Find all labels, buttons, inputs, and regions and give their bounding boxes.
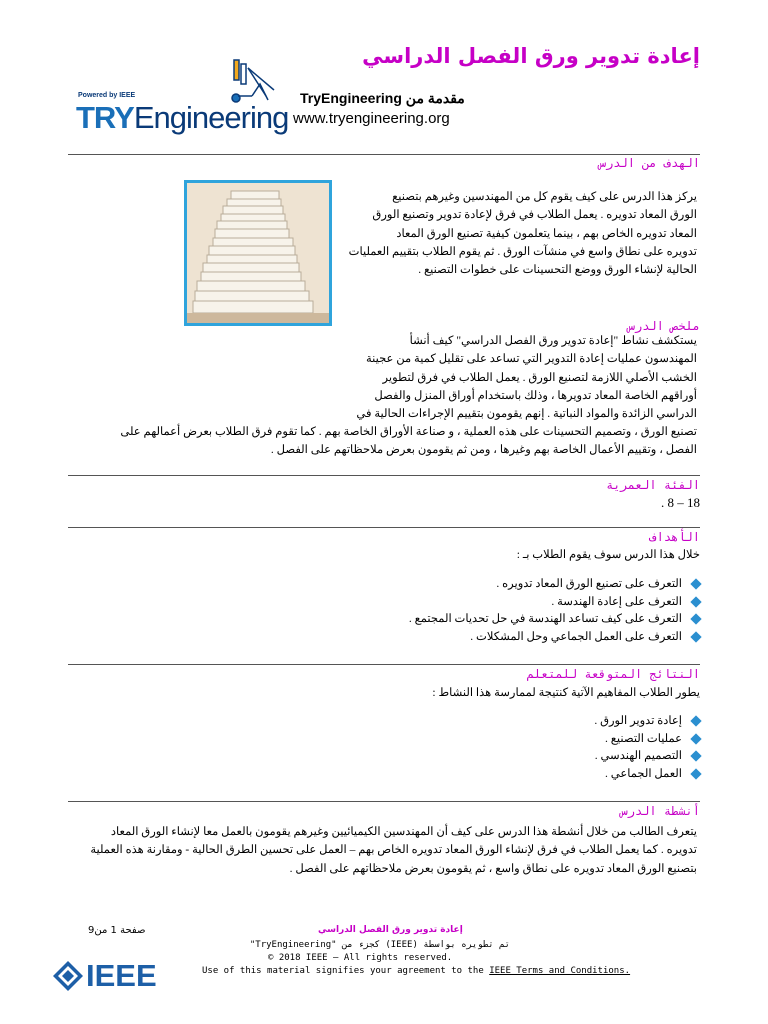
diamond-bullet-icon [690,733,701,744]
divider [68,664,700,665]
diamond-bullet-icon [690,614,701,625]
presented-by: مقدمة من TryEngineering [300,90,465,106]
text-line: الدراسي الزائدة والمواد النباتية . إنهم يقومون بتقييم الإجراءات الحالية في [356,408,697,421]
outcomes-intro: يطور الطلاب المفاهيم الآتية كنتيجة لممارسة هذا النشاط : [432,687,700,699]
ieee-diamond-icon [52,960,84,992]
list-item-text: إعادة تدوير الورق . [594,715,682,727]
document-title: إعادة تدوير ورق الفصل الدراسي [362,44,700,68]
age-heading: الفئة العمرية [606,478,700,492]
outcomes-list [280,713,700,783]
divider [68,154,700,155]
list-item-text: التصميم الهندسي . [594,750,682,762]
text-line: الخشب الأصلي اللازمة لتصنيع الورق . يعمل الطلاب في فرق لتطوير [382,371,697,384]
activities-text [66,823,697,878]
list-item [280,731,700,749]
footer-copyright: © 2018 IEEE – All rights reserved. [268,953,453,963]
divider [68,527,700,528]
text-line: أوراقهم الخاصة المعاد تدويرها ، وذلك باستخدام أوراق المنزل والفصل [374,389,697,402]
text-line: المعاد تدويره الخاص بهم ، بينما يتعلمون كيفية تصنيع الورق المعاد [396,227,697,240]
footer-credit: تم تطويره بواسطة (IEEE) كجزء من "TryEngineering" [249,940,510,950]
terms-prefix: Use of this material signifies your agreement to the [202,966,490,976]
text-line: الفصل ، وتقييم الأعمال الخاصة بهم وغيرها ، ومن ثم يقومون بعرض ملاحظاتهم على الفصل . [270,444,697,457]
powered-by-ieee: Powered by IEEE [78,92,136,99]
list-item [280,748,700,766]
diamond-bullet-icon [690,631,701,642]
logo-try-text: TRY [76,100,134,135]
text-line: بتصنيع الورق المعاد تدويره على نطاق واسع ، ثم يقومون بعرض ملاحظاتهم على الفصل . [289,862,697,875]
list-item-text: التعرف على تصنيع الورق المعاد تدويره . [496,578,682,590]
list-item [280,629,700,647]
text-line: يستكشف نشاط "إعادة تدوير ورق الفصل الدراسي" كيف أنشأ [409,335,697,347]
list-item [280,594,700,612]
age-value: 18 – 8 . [661,495,700,510]
text-line: الورق المعاد تدويره . يعمل الطلاب في فرق لإعادة تدوير وتصنيع الورق [372,209,697,222]
list-item-text: العمل الجماعي . [605,767,682,780]
text-line: المهندسون عمليات إعادة التدوير التي تساعد على تقليل كمية من عجينة [366,353,697,366]
list-item-text: التعرف على إعادة الهندسة . [551,595,682,608]
summary-text-narrow [345,332,697,423]
summary-text-wide [66,423,697,460]
list-item-text: عمليات التصنيع . [605,732,682,745]
outcomes-heading: النتائج المتوقعة للمتعلم [526,667,700,681]
objectives-list [280,576,700,646]
text-line: يتعرف الطالب من خلال أنشطة هذا الدرس على كيف أن المهندسين الكيميائيين وغيرهم يقومون بالعمل معا لإنشاء الورق المعاد [110,826,697,838]
paper-stack-photo [184,180,332,326]
list-item [280,611,700,629]
goal-heading: الهدف من الدرس [598,156,700,170]
diamond-bullet-icon [690,716,701,727]
diamond-bullet-icon [690,751,701,762]
text-line: الحالية لإنشاء الورق ووضع التحسينات على خطوات التصنيع . [418,264,697,277]
objectives-heading: الأهداف [649,530,700,544]
goal-text [345,188,697,279]
ieee-logo [52,960,162,992]
text-line: تدويره على نطاق واسع في منشآت الورق . ثم يقوم الطلاب بتقييم العمليات [348,245,697,258]
list-item-text: التعرف على العمل الجماعي وحل المشكلات . [470,630,682,643]
terms-link[interactable]: IEEE Terms and Conditions. [489,966,631,976]
activities-heading: أنشطة الدرس [620,804,700,818]
footer-terms [202,966,630,976]
diamond-bullet-icon [690,596,701,607]
list-item [280,713,700,731]
footer-title: إعادة تدوير ورق الفصل الدراسي [318,925,463,935]
page-number: صفحة 1 من9 [88,925,146,936]
list-item [280,766,700,784]
try-engineering-logo [76,100,288,136]
text-line: تصنيع الورق ، وتصميم التحسينات على هذه العملية ، و صناعة الأوراق الخاصة بهم . كما تقوم فرق الطلاب بعرض أعمالهم على [120,426,697,438]
text-line: يركز هذا الدرس على كيف يقوم كل من المهندسين وغيرهم بتصنيع [392,191,697,203]
objectives-intro: خلال هذا الدرس سوف يقوم الطلاب بـ : [516,549,700,561]
diamond-bullet-icon [690,579,701,590]
list-item [280,576,700,594]
divider [68,475,700,476]
ieee-logo-text: IEEE [86,958,157,993]
divider [68,801,700,802]
summary-heading: ملخص الدرس [627,319,700,333]
paper-stack-image [187,183,329,323]
text-line: تدويره . كما يعمل الطلاب في فرق لإنشاء الورق المعاد تدويره الخاص بهم – العمل على تحسين الطرق الحالية - ومقارنة هذه العملية [90,844,697,857]
diamond-bullet-icon [690,768,701,779]
list-item-text: التعرف على كيف تساعد الهندسة في حل تحديات المجتمع . [408,613,682,625]
website-link[interactable]: www.tryengineering.org [293,110,450,127]
logo-engineering-text: Engineering [133,100,289,135]
